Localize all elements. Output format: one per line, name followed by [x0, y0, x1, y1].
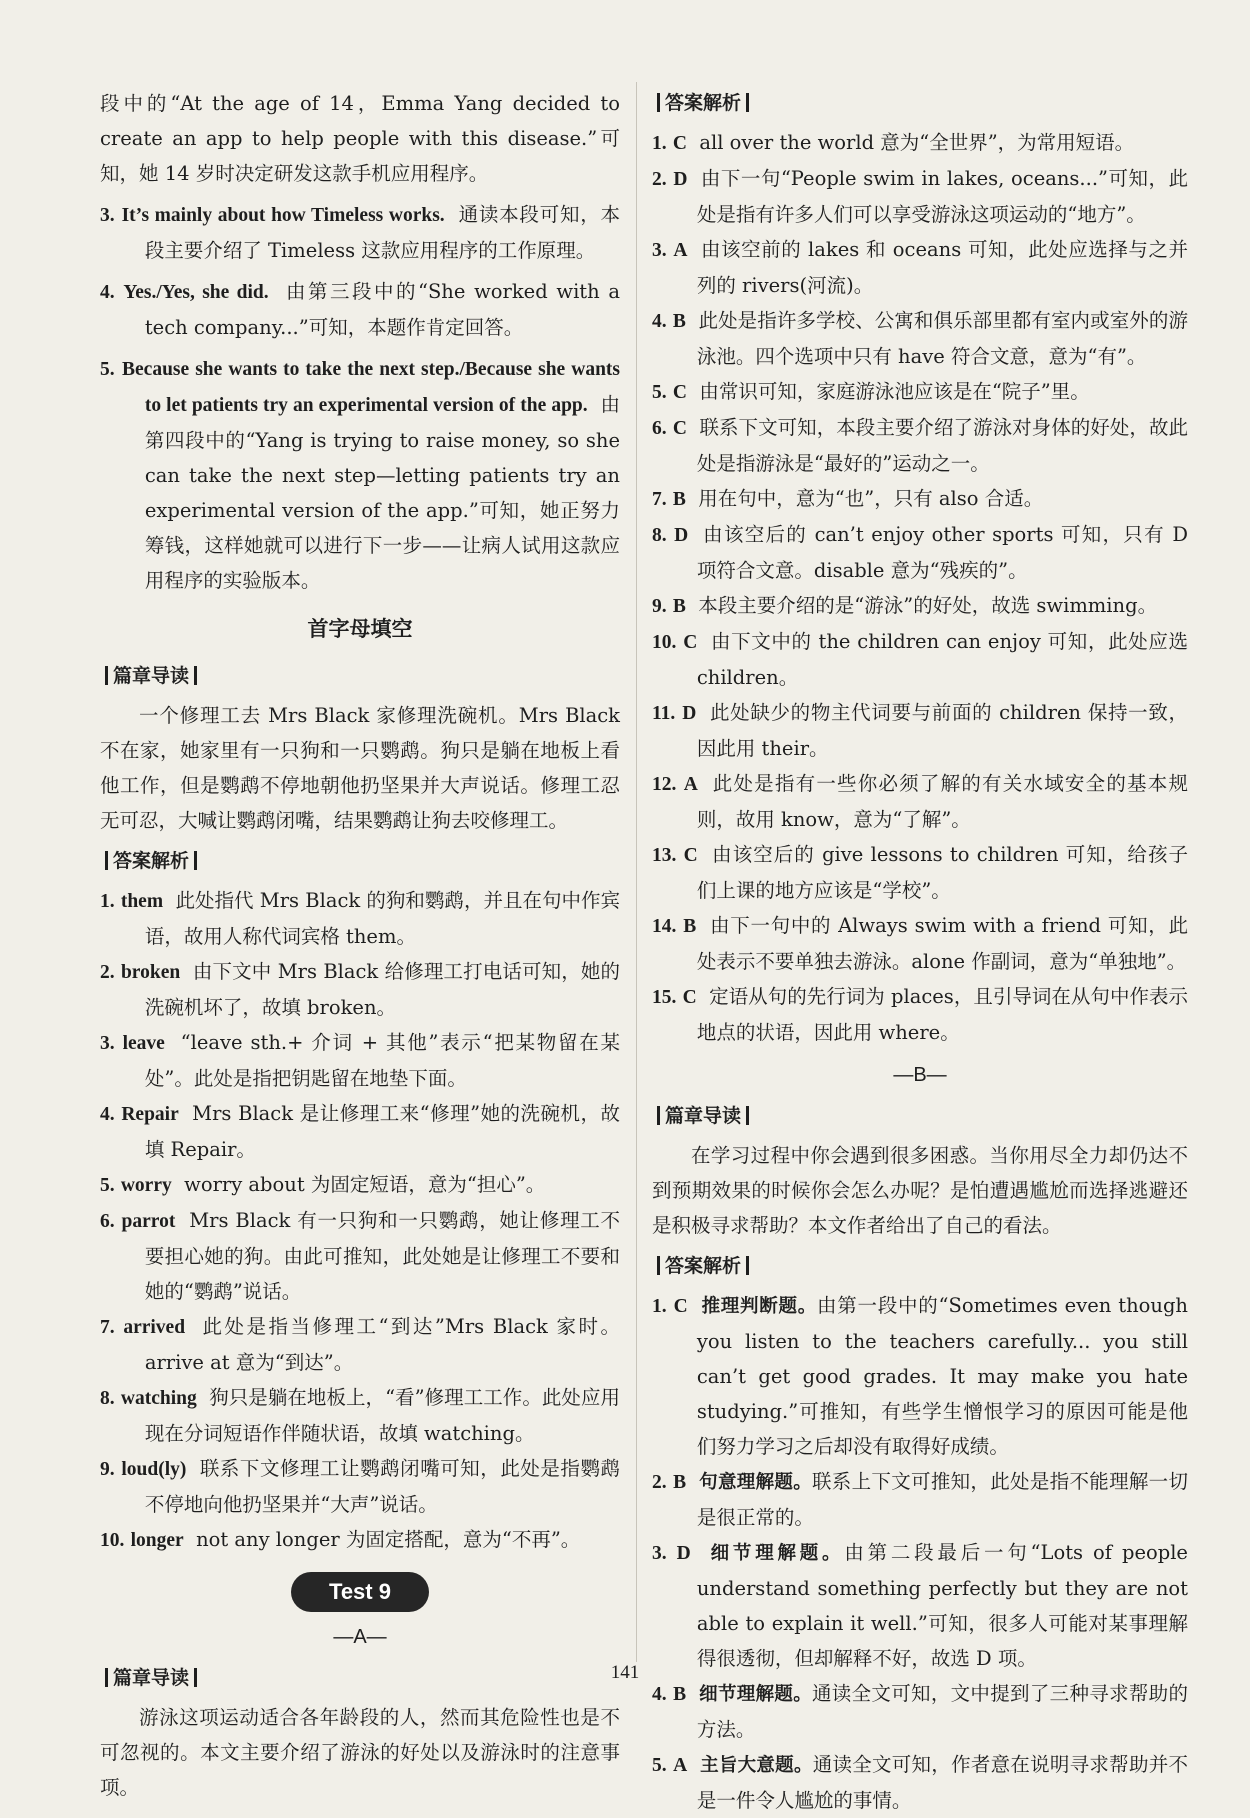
guide2-heading: 篇章导读 — [100, 1661, 620, 1696]
section-title: 首字母填空 — [307, 617, 413, 641]
answer-item: 10. longer not any longer 为固定搭配，意为“不再”。 — [100, 1528, 581, 1551]
answer-item: 1. C all over the world 意为“全世界”，为常用短语。 — [652, 131, 1135, 154]
answer-item: 5. worry worry about 为固定短语，意为“担心”。 — [100, 1173, 546, 1196]
reading-item-4: 4. Yes./Yes, she did. 由第三段中的“She worked with a tech company...”可知，本题作肯定回答。 — [100, 280, 621, 339]
answer-item: 7. B 用在句中，意为“也”，只有 also 合适。 — [652, 487, 1044, 510]
test-label: Test 9 — [291, 1572, 429, 1612]
answer-item: 9. loud(ly) 联系下文修理工让鹦鹉闭嘴可知，此处是指鹦鹉不停地向他扔坚果并“大声”说话。 — [100, 1457, 620, 1516]
answer-item: 5. C 由常识可知，家庭游泳池应该是在“院子”里。 — [652, 380, 1090, 403]
answer2-heading: 答案解析 — [652, 1249, 1188, 1284]
answer-item: 2. broken 由下文中 Mrs Black 给修理工打电话可知，她的洗碗机坏了，故填 broken。 — [100, 960, 620, 1019]
answer-item: 4. B 此处是指许多学校、公寓和俱乐部里都有室内或室外的游泳池。四个选项中只有 have 符合文意，意为“有”。 — [652, 309, 1188, 368]
answer-item: 15. C 定语从句的先行词为 places，且引导词在从句中作表示地点的状语，因此用 where。 — [652, 985, 1188, 1044]
column-divider — [636, 82, 637, 1662]
reading-item-5: 5. Because she wants to take the next step./Because she wants to let patients try an experimental version of the app. 由第四段中的“Yang is trying to raise money, so she can take the next step—letting patients try an experimental version of the app.”可知，她正努力筹钱，这样她就可以进行下一步——让病人试用这款应用程序的实验版本。 — [100, 359, 620, 592]
answer-item: 12. A 此处是指有一些你必须了解的有关水域安全的基本规则，故用 know，意为“了解”。 — [652, 772, 1188, 831]
answer-item: 14. B 由下一句中的 Always swim with a friend 可知，此处表示不要单独去游泳。alone 作副词，意为“单独地”。 — [652, 914, 1188, 973]
answer-item: 8. D 由该空后的 can’t enjoy other sports 可知，只有 D 项符合文意。disable 意为“残疾的”。 — [652, 523, 1188, 582]
answer-item: 8. watching 狗只是躺在地板上，“看”修理工工作。此处应用现在分词短语作伴随状语，故填 watching。 — [100, 1386, 620, 1445]
answer-item: 3. leave “leave sth.+ 介词 + 其他”表示“把某物留在某处”。此处是指把钥匙留在地垫下面。 — [100, 1031, 620, 1090]
answer-item: 3. A 由该空前的 lakes 和 oceans 可知，此处应选择与之并列的 rivers(河流)。 — [652, 238, 1188, 297]
answer-item: 10. C 由下文中的 the children can enjoy 可知，此处应选 children。 — [652, 630, 1189, 689]
answer2-item: 1. C 推理判断题。由第一段中的“Sometimes even though you listen to the teachers carefully... you still can’t get good grades. It may make you hate studying.”可推知，有些学生憎恨学习的原因可能是他们努力学习之后却没有取得好成绩。 — [652, 1294, 1188, 1458]
answer-item: 6. parrot Mrs Black 有一只狗和一只鹦鹉，她让修理工不要担心她的狗。由此可推知，此处她是让修理工不要和她的“鹦鹉”说话。 — [100, 1209, 621, 1303]
guide-text: 在学习过程中你会遇到很多困惑。当你用尽全力却仍达不到预期效果的时候你会怎么办呢？是怕遭遇尴尬而选择逃避还是积极寻求帮助？本文作者给出了自己的看法。 — [652, 1144, 1188, 1237]
answer2-item: 4. B 细节理解题。通读全文可知，文中提到了三种寻求帮助的方法。 — [652, 1682, 1188, 1741]
part-a-label: —A— — [333, 1626, 387, 1648]
part-b-label: —B— — [893, 1064, 947, 1086]
reading-item-3: 3. It’s mainly about how Timeless works. 通读本段可知，本段主要介绍了 Timeless 这款应用程序的工作原理。 — [100, 203, 620, 262]
right-column — [652, 86, 1188, 1818]
answer-item: 4. Repair Mrs Black 是让修理工来“修理”她的洗碗机，故填 Repair。 — [100, 1102, 621, 1161]
answer-item: 1. them 此处指代 Mrs Black 的狗和鹦鹉，并且在句中作宾语，故用人称代词宾格 them。 — [100, 889, 620, 948]
guide-heading: 篇章导读 — [100, 659, 620, 694]
answer2-item: 2. B 句意理解题。联系上下文可推知，此处是指不能理解一切是很正常的。 — [652, 1470, 1188, 1529]
guide-text: 一个修理工去 Mrs Black 家修理洗碗机。Mrs Black 不在家，她家里有一只狗和一只鹦鹉。狗只是躺在地板上看他工作，但是鹦鹉不停地朝他扔坚果并大声说话。修理工忍无可忍，大喊让鹦鹉闭嘴，结果鹦鹉让狗去咬修理工。 — [100, 704, 620, 832]
answer-item: 11. D 此处缺少的物主代词要与前面的 children 保持一致，因此用 their。 — [652, 701, 1189, 760]
left-column — [100, 86, 620, 1805]
answer2-item: 3. D 细节理解题。由第二段最后一句“Lots of people understand something perfectly but they are not able to explain it well.”可知，很多人可能对某事理解得很透彻，但却解释不好，故选 D 项。 — [652, 1541, 1188, 1670]
answer-heading: 答案解析 — [100, 844, 620, 879]
answer-item: 2. D 由下一句“People swim in lakes, oceans...”可知，此处是指有许多人们可以享受游泳这项运动的“地方”。 — [652, 167, 1188, 226]
guide-heading: 篇章导读 — [652, 1099, 1188, 1134]
answer-heading: 答案解析 — [652, 86, 1188, 121]
intro-continuation: 段中的“At the age of 14，Emma Yang decided to create an app to help people with this disease.”可知，她 14 岁时决定研发这款手机应用程序。 — [100, 92, 620, 185]
answer-item: 6. C 联系下文可知，本段主要介绍了游泳对身体的好处，故此处是指游泳是“最好的”运动之一。 — [652, 416, 1188, 475]
answer-item: 13. C 由该空后的 give lessons to children 可知，给孩子们上课的地方应该是“学校”。 — [652, 843, 1188, 902]
answer-item: 9. B 本段主要介绍的是“游泳”的好处，故选 swimming。 — [652, 594, 1158, 617]
answer2-item: 5. A 主旨大意题。通读全文可知，作者意在说明寻求帮助并不是一件令人尴尬的事情。 — [652, 1753, 1188, 1812]
answer-item: 7. arrived 此处是指当修理工“到达”Mrs Black 家时。arrive at 意为“到达”。 — [100, 1315, 621, 1374]
guide2-text: 游泳这项运动适合各年龄段的人，然而其危险性也是不可忽视的。本文主要介绍了游泳的好处以及游泳时的注意事项。 — [100, 1706, 620, 1799]
page-number: 141 — [610, 1662, 640, 1683]
